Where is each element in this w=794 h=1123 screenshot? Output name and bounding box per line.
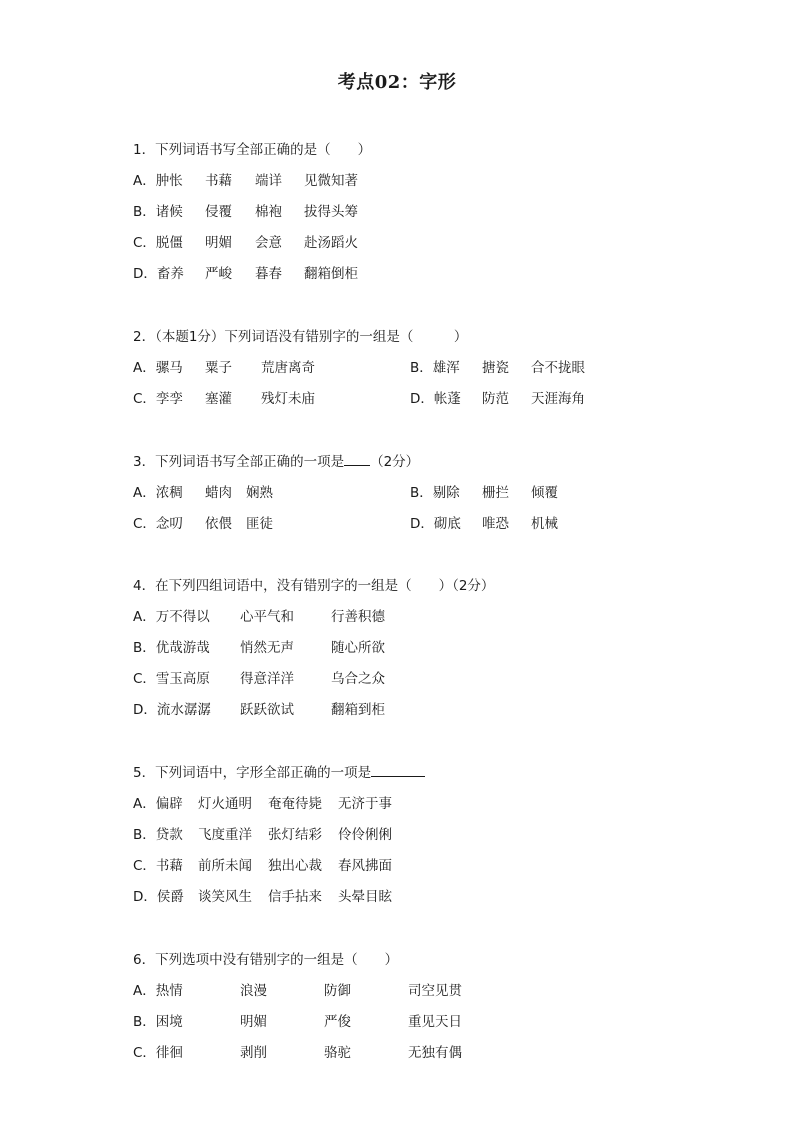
- question-stem: 1．下列词语书写全部正确的是（ ）: [133, 142, 372, 158]
- option-term: 赴汤蹈火: [304, 235, 358, 251]
- option-term: 张灯结彩: [268, 827, 322, 843]
- option-term: 无独有偶: [408, 1045, 462, 1061]
- option-term: 端详: [255, 173, 282, 189]
- option-term: 荒唐离奇: [261, 360, 315, 376]
- option-term: 无济于事: [338, 796, 392, 812]
- option-term: 防范: [482, 391, 509, 407]
- option-a-label: A．肿怅: [133, 173, 183, 189]
- option-term: 伶伶俐俐: [338, 827, 392, 843]
- option-term: 倾覆: [531, 485, 558, 501]
- option-term: 明媚: [205, 235, 232, 251]
- option-b-label: B．雄浑: [410, 360, 460, 376]
- option-term: 残灯未庙: [261, 391, 315, 407]
- option-term: 棉袍: [255, 204, 282, 220]
- option-a-label: A．骡马: [133, 360, 183, 376]
- option-d-label: D．帐蓬: [410, 391, 461, 407]
- option-term: 防御: [324, 983, 351, 999]
- question-stem: [133, 764, 425, 782]
- option-a-label: A．万不得以: [133, 609, 210, 625]
- option-term: 拔得头筹: [304, 204, 358, 220]
- option-term: 唯恐: [482, 516, 509, 532]
- answer-blank[interactable]: [371, 764, 425, 777]
- answer-blank[interactable]: [344, 453, 370, 466]
- option-term: 明媚: [240, 1014, 267, 1030]
- option-c-label: C．孪孪: [133, 391, 183, 407]
- option-term: 暮春: [255, 266, 282, 282]
- option-term: 依偎: [205, 516, 232, 532]
- question-stem: 4．在下列四组词语中，没有错别字的一组是（ ）（2分）: [133, 578, 495, 594]
- option-term: 娴熟: [246, 485, 273, 501]
- option-term: 粟子: [205, 360, 232, 376]
- option-term: 翻箱到柜: [331, 702, 385, 718]
- option-term: 灯火通明: [198, 796, 252, 812]
- option-term: 侵覆: [205, 204, 232, 220]
- option-term: 会意: [255, 235, 282, 251]
- option-term: 合不拢眼: [531, 360, 585, 376]
- option-term: 司空见贯: [408, 983, 462, 999]
- option-term: 浪漫: [240, 983, 267, 999]
- option-d-label: D．流水潺潺: [133, 702, 211, 718]
- option-term: 书藉: [205, 173, 232, 189]
- option-a-label: A．偏辟: [133, 796, 183, 812]
- option-term: 奄奄待毙: [268, 796, 322, 812]
- question-stem: 6．下列选项中没有错别字的一组是（ ）: [133, 952, 399, 968]
- option-term: 剥削: [240, 1045, 267, 1061]
- option-d-label: D．侯爵: [133, 889, 184, 905]
- option-c-label: C．雪玉高原: [133, 671, 210, 687]
- option-term: 塞灌: [205, 391, 232, 407]
- page-title: 考点02：字形: [337, 72, 457, 93]
- option-a-label: A．浓稠: [133, 485, 183, 501]
- option-c-label: C．书藉: [133, 858, 183, 874]
- option-term: 得意洋洋: [240, 671, 294, 687]
- option-term: 机械: [531, 516, 558, 532]
- option-term: 匪徒: [246, 516, 273, 532]
- option-term: 骆驼: [324, 1045, 351, 1061]
- option-term: 信手拈来: [268, 889, 322, 905]
- option-b-label: B．优哉游哉: [133, 640, 210, 656]
- option-term: 随心所欲: [331, 640, 385, 656]
- option-term: 栅拦: [482, 485, 509, 501]
- option-term: 悄然无声: [240, 640, 294, 656]
- option-term: 飞度重洋: [198, 827, 252, 843]
- option-c-label: C．徘徊: [133, 1045, 183, 1061]
- option-term: 见微知著: [304, 173, 358, 189]
- option-a-label: A．热情: [133, 983, 183, 999]
- option-term: 搪瓷: [482, 360, 509, 376]
- option-c-label: C．脱僵: [133, 235, 183, 251]
- option-term: 独出心裁: [268, 858, 322, 874]
- question-stem: [133, 453, 419, 471]
- option-c-label: C．念叨: [133, 516, 183, 532]
- option-term: 乌合之众: [331, 671, 385, 687]
- question-stem-text: 5．下列词语中，字形全部正确的一项是: [133, 765, 372, 781]
- option-term: 行善积德: [331, 609, 385, 625]
- option-term: 前所未闻: [198, 858, 252, 874]
- option-term: 严俊: [324, 1014, 351, 1030]
- option-b-label: B．贷款: [133, 827, 183, 843]
- option-term: 谈笑风生: [198, 889, 252, 905]
- option-term: 天涯海角: [531, 391, 585, 407]
- option-b-label: B．困境: [133, 1014, 183, 1030]
- option-term: 头晕目眩: [338, 889, 392, 905]
- option-d-label: D．畜养: [133, 266, 184, 282]
- option-term: 春风拂面: [338, 858, 392, 874]
- option-term: 跃跃欲试: [240, 702, 294, 718]
- option-term: 翻箱倒柜: [304, 266, 358, 282]
- option-term: 心平气和: [240, 609, 294, 625]
- option-b-label: B．剔除: [410, 485, 460, 501]
- question-points: （2分）: [370, 454, 420, 470]
- question-stem: 2．（本题1分）下列词语没有错别字的一组是（ ）: [133, 329, 468, 345]
- question-stem-text: 3．下列词语书写全部正确的一项是: [133, 454, 345, 470]
- option-term: 严峻: [205, 266, 232, 282]
- option-b-label: B．诸候: [133, 204, 183, 220]
- option-d-label: D．砌底: [410, 516, 461, 532]
- option-term: 蜡肉: [205, 485, 232, 501]
- option-term: 重见天日: [408, 1014, 462, 1030]
